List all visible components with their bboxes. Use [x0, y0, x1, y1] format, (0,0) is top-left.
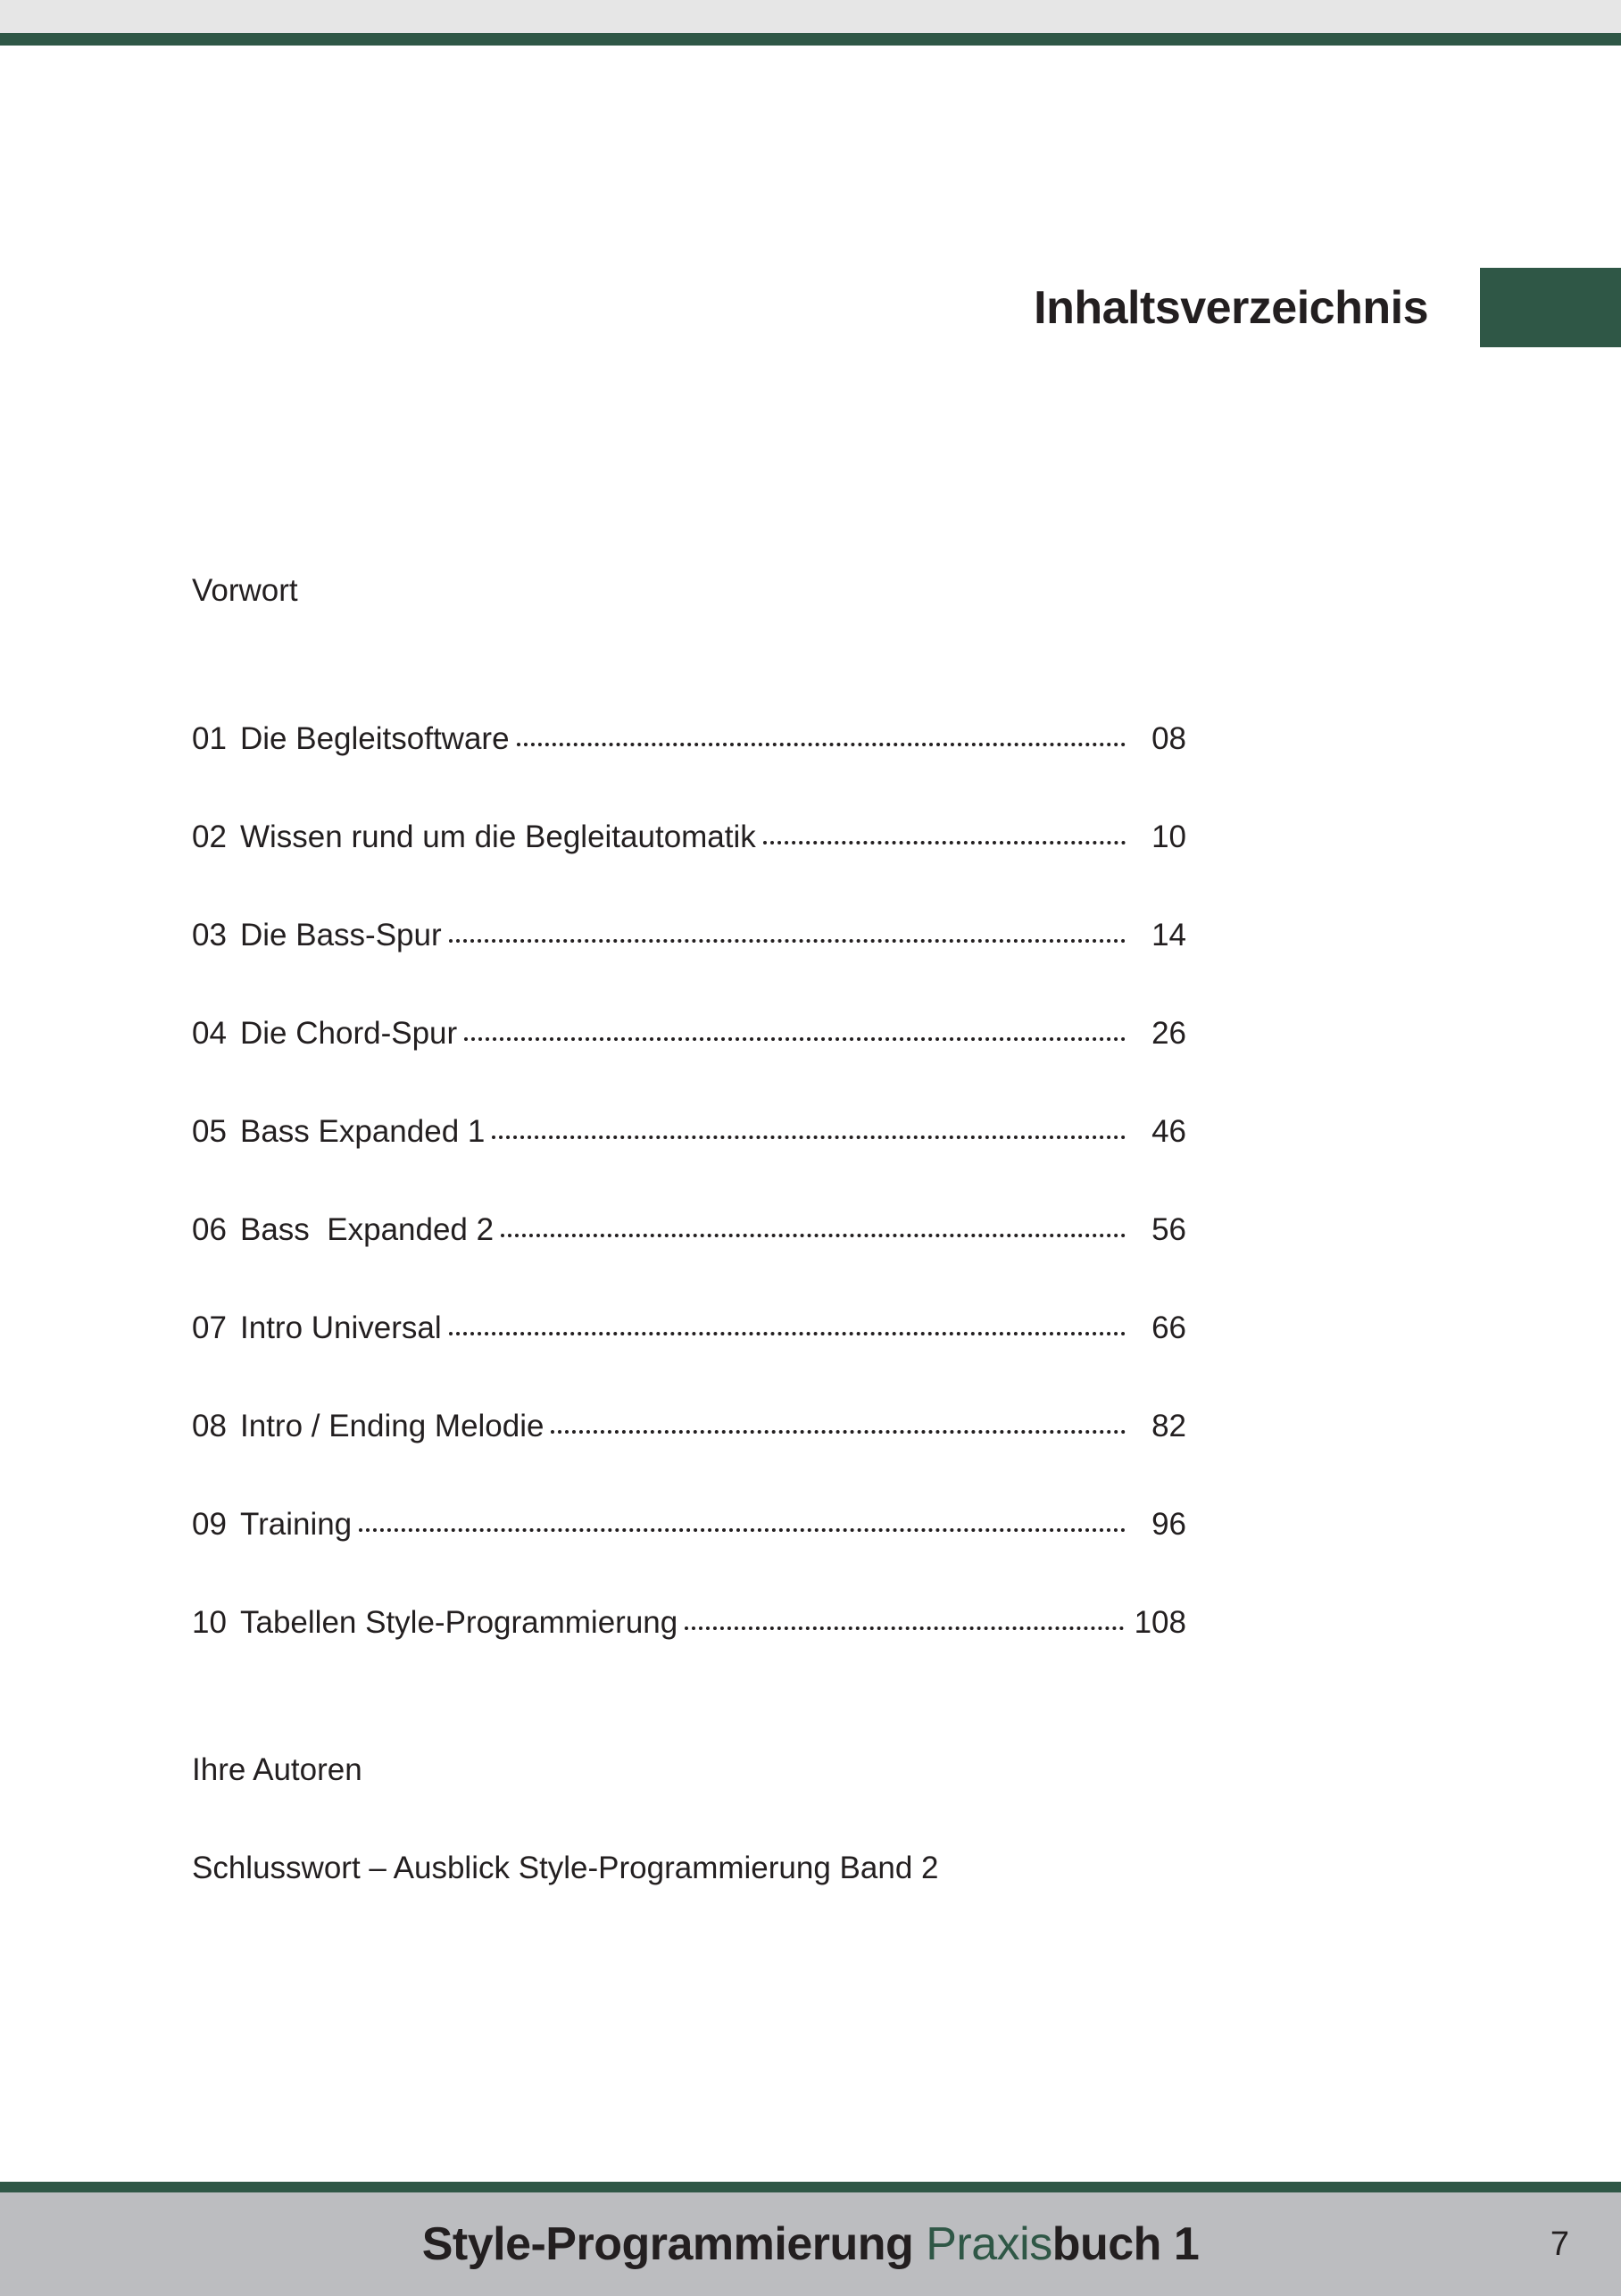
toc-entry-title: Intro Universal [240, 1310, 442, 1345]
toc-preface: Vorwort [192, 573, 298, 608]
toc-entry-title: Intro / Ending Melodie [240, 1409, 544, 1443]
toc-entry-page: 26 [1151, 1016, 1186, 1051]
toc-entry-number: 09 [192, 1507, 227, 1542]
toc-entry-08 [192, 1405, 1186, 1503]
book-title [0, 2216, 1621, 2273]
toc-entry-page: 82 [1151, 1409, 1186, 1443]
book-title-prefix: Style-Programmierung [421, 2218, 927, 2270]
toc-closing: Schlusswort – Ausblick Style-Programmierung Band 2 [192, 1851, 939, 1885]
toc-entry-10 [192, 1601, 1186, 1700]
toc-entry-title: Die Begleitsoftware [240, 721, 510, 756]
toc-entry-number: 10 [192, 1605, 227, 1640]
toc-entry-title: Bass Expanded 2 [240, 1212, 495, 1247]
toc-entry-page: 10 [1151, 819, 1186, 854]
toc-entry-01 [192, 718, 1186, 816]
toc-entry-number: 08 [192, 1409, 227, 1443]
toc-entry-page: 56 [1151, 1212, 1186, 1247]
toc-entry-page: 108 [1134, 1605, 1186, 1640]
toc-entry-title: Tabellen Style-Programmierung [240, 1605, 678, 1640]
dot-leader [517, 743, 1126, 746]
toc-entry-07 [192, 1307, 1186, 1405]
dot-leader [763, 841, 1126, 844]
toc-entry-number: 06 [192, 1212, 227, 1247]
toc-entry-number: 01 [192, 721, 227, 756]
page-title: Inhaltsverzeichnis [1034, 282, 1428, 334]
toc-entry-number: 03 [192, 918, 227, 953]
toc-entry-page: 46 [1151, 1114, 1186, 1149]
toc-entry-page: 14 [1151, 918, 1186, 953]
page-footer [0, 2192, 1621, 2296]
top-gray-strip [0, 0, 1621, 33]
toc-entry-number: 02 [192, 819, 227, 854]
dot-leader [464, 1037, 1126, 1041]
toc-entry-number: 04 [192, 1016, 227, 1051]
dot-leader [359, 1528, 1126, 1532]
top-green-rule [0, 33, 1621, 46]
dot-leader [501, 1234, 1126, 1237]
toc-entry-page: 96 [1151, 1507, 1186, 1542]
dot-leader [449, 1332, 1126, 1335]
toc-entry-title: Wissen rund um die Begleitautomatik [240, 819, 756, 854]
toc-entry-title: Training [240, 1507, 353, 1542]
toc-entry-title: Die Bass-Spur [240, 918, 442, 953]
toc-entry-05 [192, 1111, 1186, 1209]
toc-entry-number: 07 [192, 1310, 227, 1345]
toc-entry-04 [192, 1012, 1186, 1111]
toc-authors: Ihre Autoren [192, 1752, 362, 1787]
dot-leader [492, 1136, 1126, 1139]
title-accent-tab [1480, 268, 1621, 347]
book-title-accent: Praxis [926, 2218, 1052, 2270]
toc-entry-02 [192, 816, 1186, 914]
footer-green-rule [0, 2182, 1621, 2192]
book-title-suffix: buch 1 [1052, 2218, 1200, 2270]
dot-leader [449, 939, 1126, 943]
toc-entry-title: Bass Expanded 1 [240, 1114, 486, 1149]
toc-entry-03 [192, 914, 1186, 1012]
toc-list [192, 718, 1186, 1700]
toc-entry-09 [192, 1503, 1186, 1601]
page-number: 7 [1550, 2225, 1569, 2263]
toc-entry-page: 66 [1151, 1310, 1186, 1345]
dot-leader [685, 1626, 1123, 1630]
toc-entry-number: 05 [192, 1114, 227, 1149]
toc-entry-page: 08 [1151, 721, 1186, 756]
toc-entry-06 [192, 1209, 1186, 1307]
dot-leader [551, 1430, 1126, 1434]
toc-entry-title: Die Chord-Spur [240, 1016, 458, 1051]
